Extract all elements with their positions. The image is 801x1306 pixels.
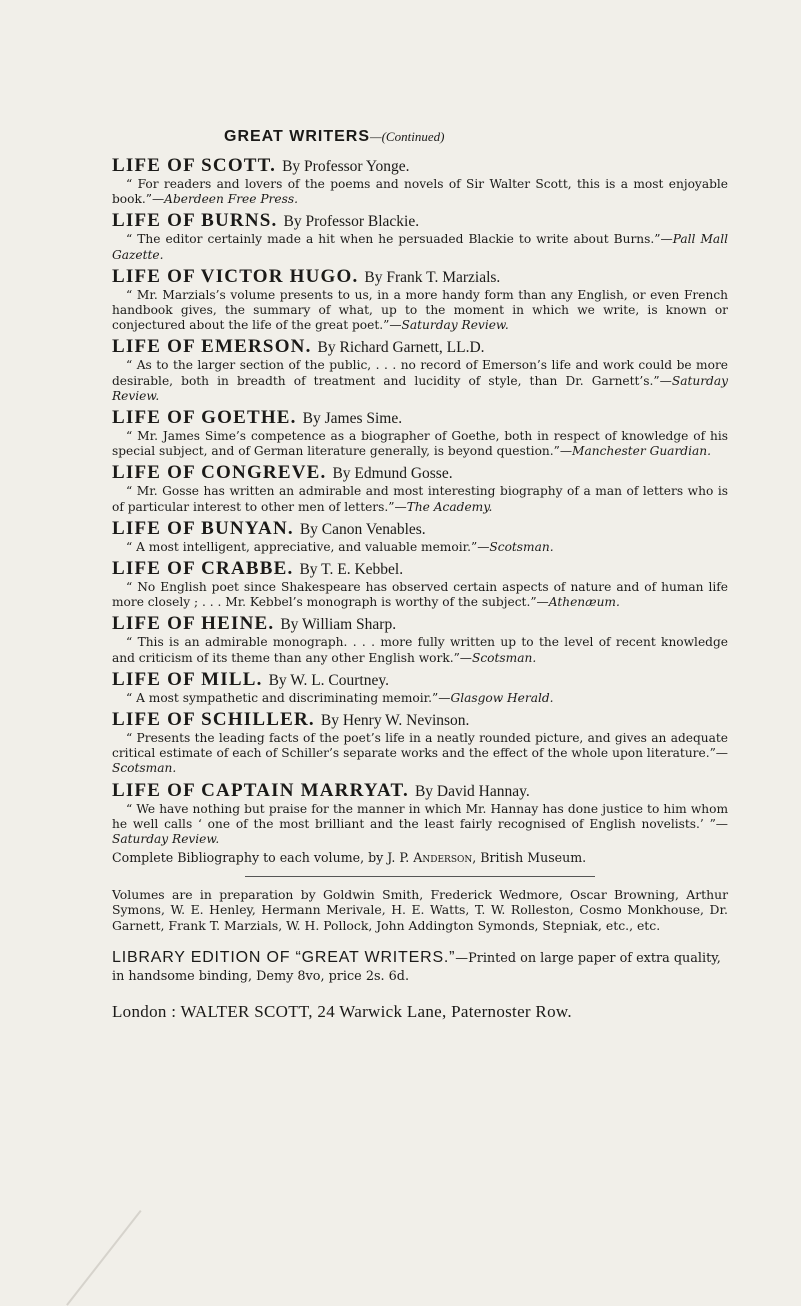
entry: [112, 613, 728, 665]
entry-title: LIFE OF SCOTT.: [112, 155, 277, 176]
entry-title: LIFE OF EMERSON.: [112, 336, 312, 358]
quote-source: The Academy.: [406, 499, 493, 514]
divider: [245, 876, 595, 877]
quote-text: “ A most intelligent, appreciative, and valuable memoir.”—: [126, 539, 490, 554]
entry-title: LIFE OF BURNS.: [112, 210, 278, 232]
quote-text: “ Mr. James Sime’s competence as a biographer of Goethe, both in respect of knowledge of his special subject, and of German literature generally, is beyond question.”—: [112, 429, 728, 459]
library-edition-text: —Printed on large paper of extra quality, in handsome binding, Demy 8vo, price 2s. 6d.: [112, 950, 721, 984]
entry-author: By Richard Garnett, LL.D.: [317, 339, 485, 357]
entry-quote: [112, 484, 728, 514]
entry: [112, 669, 728, 706]
entry-author: By Canon Venables.: [299, 520, 426, 538]
advertisement-page: [112, 128, 728, 1022]
entry: [112, 558, 728, 610]
quote-source: Saturday Review.: [112, 832, 220, 847]
entry-heading: [112, 407, 728, 429]
quote-source: Scotsman.: [489, 539, 554, 554]
entry-quote: [112, 429, 728, 459]
quote-text: “ Presents the leading facts of the poet’s life in a neatly rounded picture, and gives an adequate critical estimate of each of Schiller’s separate works and the effect of the whole upon literature.”—: [112, 731, 728, 761]
entry-author: By David Hannay.: [414, 782, 530, 800]
entry-heading: [112, 613, 728, 635]
entry-quote: [112, 580, 728, 610]
library-edition-note: [112, 949, 728, 986]
quote-source: Scotsman.: [472, 650, 537, 665]
quote-text: “ Mr. Marzials’s volume presents to us, in a more handy form than any English, or even French handbook gives, the summary of what, up to the moment in which we write, is known or conjectured about the life of the great poet.”—: [112, 287, 728, 333]
entry-heading: [112, 518, 728, 540]
entry-heading: [112, 709, 728, 731]
entry-heading: [112, 266, 728, 288]
entry-author: By Professor Yonge.: [282, 158, 410, 175]
entry-author: By T. E. Kebbel.: [299, 561, 404, 579]
entry-title: LIFE OF BUNYAN.: [112, 517, 294, 539]
quote-text: “ For readers and lovers of the poems and novels of Sir Walter Scott, this is a most enjoyable book.”—: [112, 177, 728, 207]
quote-source: Saturday Review.: [112, 373, 728, 403]
entry-title: LIFE OF MILL.: [112, 668, 263, 690]
entry: [112, 407, 728, 459]
quote-text: “ As to the larger section of the public, . . . no record of Emerson’s life and work could be more desirable, both in breadth of treatment and lucidity of style, than Dr. Garnett’s.”—: [112, 358, 728, 388]
publisher-line: London : WALTER SCOTT, 24 Warwick Lane, Paternoster Row.: [112, 1001, 572, 1021]
entry-heading: [112, 462, 728, 484]
series-title: GREAT WRITERS: [224, 128, 371, 145]
entry-quote: [112, 731, 728, 777]
entry-title: LIFE OF VICTOR HUGO.: [112, 265, 359, 287]
entry-title: LIFE OF CRABBE.: [112, 558, 294, 580]
entry-quote: [112, 177, 728, 207]
entry-quote: [112, 635, 728, 665]
quote-source: Saturday Review.: [401, 318, 509, 333]
quote-text: “ No English poet since Shakespeare has observed certain aspects of nature and of human life more closely ; . . . Mr. Kebbel’s monograph is worthy of the subject.”—: [112, 580, 728, 610]
entry-list: [112, 155, 728, 847]
quote-text: “ A most sympathetic and discriminating memoir.”—: [126, 690, 451, 705]
paper-mark: [66, 1210, 141, 1306]
quote-text: “ We have nothing but praise for the manner in which Mr. Hannay has done justice to him whom he well calls ‘ one of the most brilliant and the least fairly recognised of English novelists.’ ”—: [112, 801, 728, 831]
quote-source: Scotsman.: [112, 761, 177, 776]
entry-author: By James Sime.: [302, 410, 403, 428]
quote-source: Pall Mall Gazette.: [112, 232, 728, 262]
entry: [112, 709, 728, 777]
entry-heading: [112, 669, 728, 691]
entry-heading: [112, 336, 728, 358]
entry: [112, 780, 728, 848]
entry-heading: [112, 558, 728, 580]
entry-author: By W. L. Courtney.: [268, 671, 389, 689]
entry-title: LIFE OF GOETHE.: [112, 407, 297, 429]
entry-author: By William Sharp.: [280, 616, 397, 634]
bibliography-note: Complete Bibliography to each volume, by J. P. Anderson, British Museum.: [112, 850, 587, 866]
entry-title: LIFE OF SCHILLER.: [112, 709, 315, 731]
entry-quote: [112, 691, 728, 706]
entry-author: By Frank T. Marzials.: [364, 268, 501, 286]
entry-quote: [112, 540, 728, 555]
entry-quote: [112, 358, 728, 404]
library-edition-title: LIBRARY EDITION OF “GREAT WRITERS.”: [112, 948, 456, 966]
preparation-note: Volumes are in preparation by Goldwin Smith, Frederick Wedmore, Oscar Browning, Arthur Symons, W. E. Henley, Hermann Merivale, H. E. Watts, T. W. Rolleston, Cosmo Monkhouse, Dr. Garnett, Frank T. Marzials, W. H. Pollock, John Addington Symonds, Stepniak, etc., etc.: [112, 887, 728, 933]
continued-label: —(Continued): [370, 129, 445, 144]
entry-heading: [112, 780, 728, 802]
entry: [112, 210, 728, 262]
series-header: [224, 128, 728, 150]
entry: [112, 266, 728, 334]
entry-title: LIFE OF CONGREVE.: [112, 462, 327, 484]
entry-quote: [112, 232, 728, 262]
quote-source: Athenæum.: [548, 595, 620, 610]
entry: [112, 462, 728, 514]
quote-source: Aberdeen Free Press.: [164, 192, 298, 207]
entry: [112, 155, 728, 207]
quote-text: “ This is an admirable monograph. . . . more fully written up to the level of recent knowledge and criticism of its theme than any other English work.”—: [112, 635, 728, 665]
entry-author: By Edmund Gosse.: [332, 465, 453, 483]
entry-author: By Henry W. Nevinson.: [320, 712, 470, 730]
quote-text: “ The editor certainly made a hit when he persuaded Blackie to write about Burns.”—: [126, 232, 673, 247]
entry-quote: [112, 288, 728, 334]
entry-heading: [112, 155, 728, 177]
entry-title: LIFE OF CAPTAIN MARRYAT.: [112, 779, 409, 801]
quote-source: Glasgow Herald.: [450, 690, 554, 705]
entry-heading: [112, 210, 728, 232]
entry: [112, 336, 728, 404]
entry-author: By Professor Blackie.: [283, 213, 420, 231]
entry-quote: [112, 802, 728, 848]
entry-title: LIFE OF HEINE.: [112, 613, 275, 635]
entry: [112, 518, 728, 555]
quote-source: Manchester Guardian.: [572, 444, 711, 459]
quote-text: “ Mr. Gosse has written an admirable and most interesting biography of a man of letters who is of particular interest to other men of letters.”—: [112, 484, 728, 514]
